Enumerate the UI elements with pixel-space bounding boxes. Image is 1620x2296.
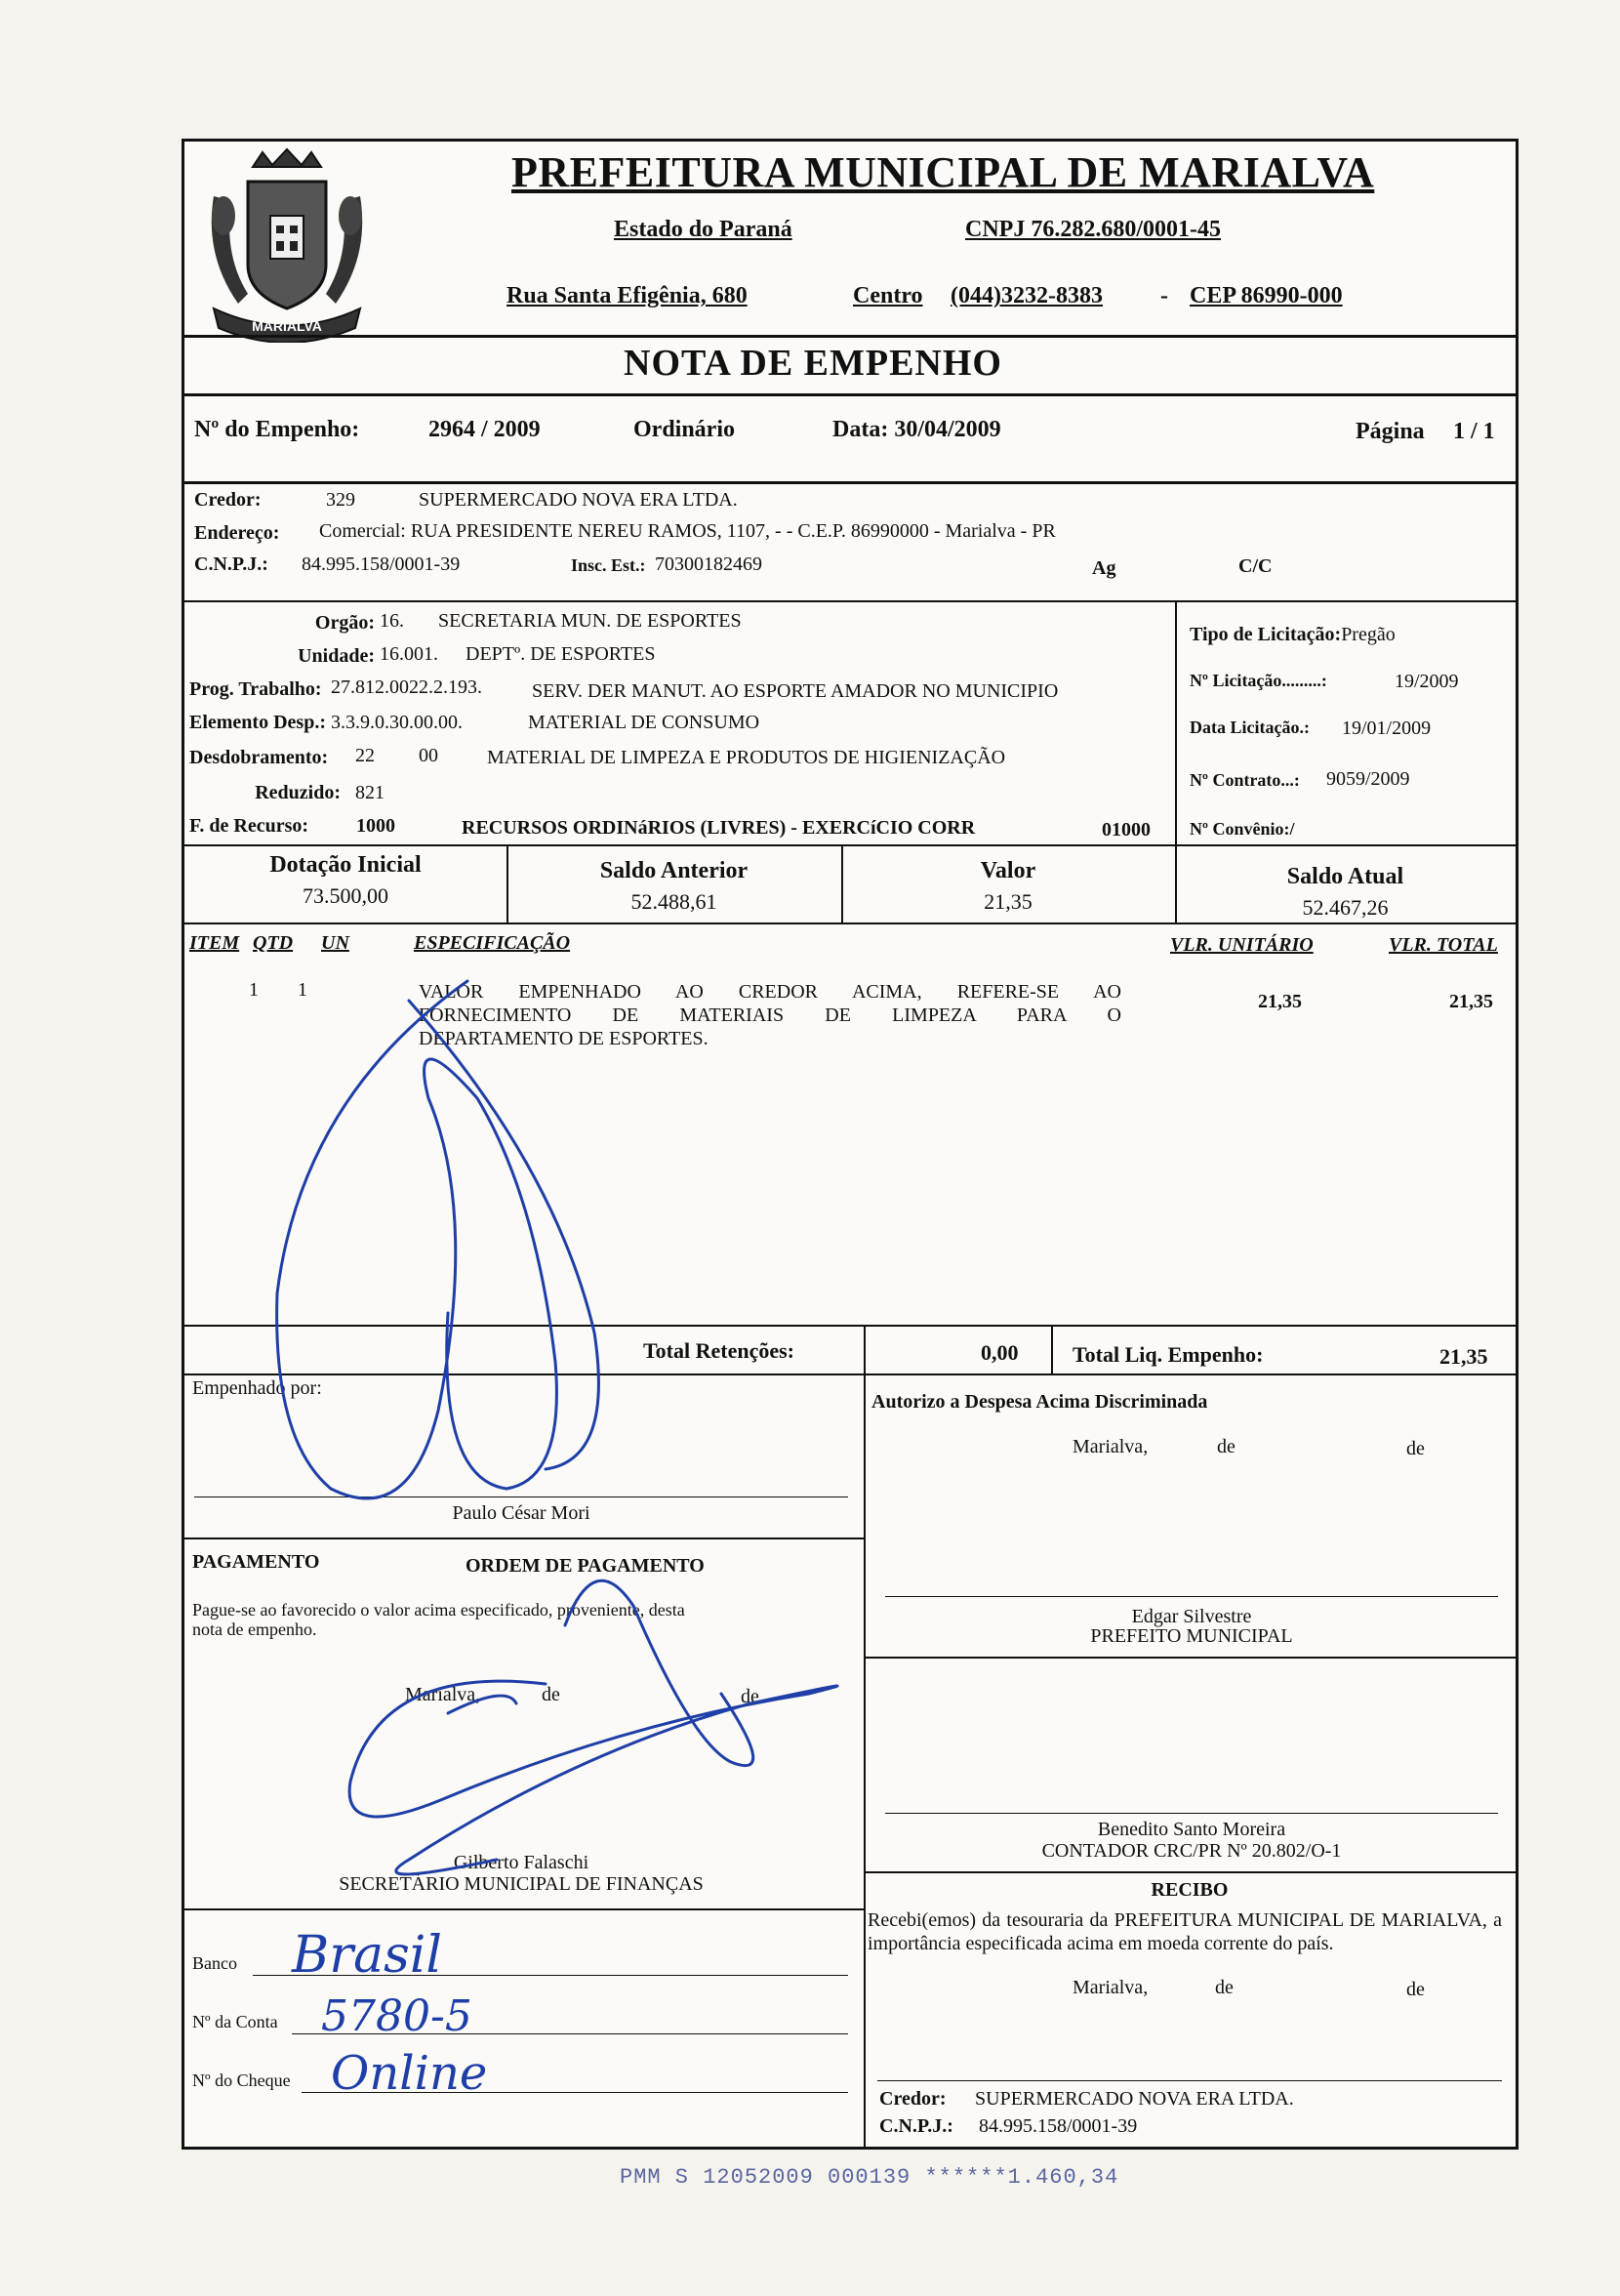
centro: Centro — [853, 283, 923, 308]
orgao-label: Orgão: — [314, 612, 375, 634]
elem-code: 3.3.9.0.30.00.00. — [331, 712, 463, 733]
prefeito-name: Edgar Silvestre — [1131, 1606, 1252, 1627]
insc-label: Insc. Est.: — [571, 555, 646, 575]
credor-code: 329 — [326, 489, 355, 511]
pagamento-label: PAGAMENTO — [192, 1551, 320, 1573]
pagamento-text2: nota de empenho. — [192, 1620, 317, 1639]
contador-title: CONTADOR CRC/PR Nº 20.802/O-1 — [1041, 1840, 1342, 1862]
pagamento-text1: Pague-se ao favorecido o valor acima especificado, proveniente, desta — [192, 1600, 685, 1620]
rec-code: 1000 — [356, 815, 395, 837]
secretario-name: Gilberto Falaschi — [453, 1852, 589, 1873]
data-licitacao-label: Data Licitação.: — [1190, 718, 1310, 737]
credor-name: SUPERMERCADO NOVA ERA LTDA. — [419, 489, 738, 511]
cep: CEP 86990-000 — [1190, 283, 1343, 308]
empenho-label: Nº do Empenho: — [194, 417, 360, 442]
desd-code1: 22 — [355, 745, 375, 766]
autorizo-label: Autorizo a Despesa Acima Discriminada — [871, 1391, 1208, 1413]
credor-label: Credor: — [194, 489, 262, 511]
autorizo-de1: de — [1217, 1436, 1235, 1457]
item-unit: 21,35 — [1258, 991, 1302, 1012]
recibo-de1: de — [1215, 1977, 1234, 1998]
ret-label: Total Retenções: — [643, 1338, 794, 1363]
pagina-label: Página — [1356, 419, 1425, 444]
cheque-handwritten: Online — [331, 2046, 488, 2101]
prog: SERV. DER MANUT. AO ESPORTE AMADOR NO MUNICIPIO — [532, 680, 1059, 702]
fone: (044)3232-8383 — [951, 283, 1103, 308]
prog-label: Prog. Trabalho: — [189, 678, 322, 700]
elem-label: Elemento Desp.: — [189, 712, 326, 733]
prog-code: 27.812.0022.2.193. — [331, 676, 482, 698]
sep: - — [1160, 283, 1168, 308]
convenio: Nº Convênio:/ — [1190, 819, 1295, 839]
pagamento-de2: de — [741, 1686, 759, 1707]
cnpj-credor: 84.995.158/0001-39 — [302, 554, 461, 575]
empenhado-label: Empenhado por: — [192, 1377, 322, 1399]
unidade-label: Unidade: — [298, 645, 375, 667]
ordem-pagamento: ORDEM DE PAGAMENTO — [466, 1555, 705, 1577]
liq-label: Total Liq. Empenho: — [1073, 1342, 1264, 1367]
rec-num: 01000 — [1102, 819, 1151, 840]
recibo-de2: de — [1406, 1979, 1425, 2000]
ag-label: Ag — [1092, 557, 1116, 579]
recibo-city: Marialva, — [1073, 1977, 1149, 1998]
data-licitacao: 19/01/2009 — [1342, 718, 1432, 739]
municipal-crest-icon — [194, 147, 380, 343]
atual-label: Saldo Atual — [1286, 864, 1404, 889]
num-licitacao-label: Nº Licitação.........: — [1190, 671, 1327, 690]
dotacao-label: Dotação Inicial — [269, 852, 422, 878]
col-item: ITEM — [189, 932, 240, 954]
dotacao-value: 73.500,00 — [303, 883, 388, 908]
prefeito-title: PREFEITO MUNICIPAL — [1090, 1625, 1293, 1647]
recibo-credor-label: Credor: — [879, 2088, 947, 2110]
red-label: Reduzido: — [255, 782, 341, 803]
prefeitura-title: PREFEITURA MUNICIPAL DE MARIALVA — [511, 148, 1375, 196]
doc-title: NOTA DE EMPENHO — [624, 343, 1002, 384]
item-desc-1: VALOR EMPENHADO AO CREDOR ACIMA, REFERE-SE AO — [419, 981, 1121, 1003]
item-total: 21,35 — [1449, 991, 1493, 1012]
desd: MATERIAL DE LIMPEZA E PRODUTOS DE HIGIENIZAÇÃO — [487, 747, 1006, 768]
contrato: 9059/2009 — [1326, 768, 1410, 790]
ret-value: 0,00 — [981, 1340, 1019, 1365]
banco-handwritten: Brasil — [292, 1926, 443, 1985]
conta-label: Nº da Conta — [192, 2012, 278, 2031]
rua: Rua Santa Efigênia, 680 — [506, 283, 748, 308]
recibo-label: RECIBO — [1151, 1879, 1229, 1901]
col-qtd: QTD — [253, 932, 294, 954]
rec: RECURSOS ORDINáRIOS (LIVRES) - EXERCíCIO CORR — [462, 817, 976, 839]
insc: 70300182469 — [655, 554, 762, 575]
item-desc-2: FORNECIMENTO DE MATERIAIS DE LIMPEZA PARA O — [419, 1004, 1121, 1026]
pagina: 1 / 1 — [1453, 419, 1495, 444]
banco-label: Banco — [192, 1953, 237, 1973]
desd-label: Desdobramento: — [189, 747, 329, 768]
autorizo-de2: de — [1406, 1438, 1425, 1459]
item-number: 1 — [249, 979, 259, 1001]
empenhado-name: Paulo César Mori — [452, 1502, 590, 1524]
pagamento-city: Marialva, — [405, 1684, 481, 1705]
conta-handwritten: 5780-5 — [321, 1991, 472, 2041]
col-total: VLR. TOTAL — [1389, 934, 1498, 956]
empenho-number: 2964 / 2009 — [428, 417, 541, 442]
col-un: UN — [321, 932, 349, 954]
footer-stamp: PMM S 12052009 000139 ******1.460,34 — [620, 2165, 1119, 2190]
cnpj-label: C.N.P.J.: — [194, 554, 268, 575]
endereco: Comercial: RUA PRESIDENTE NEREU RAMOS, 1107, - - C.E.P. 86990000 - Marialva - PR — [319, 520, 1056, 542]
unidade: DEPTº. DE ESPORTES — [466, 643, 656, 665]
tipo-licitacao: Tipo de Licitação:Pregão — [1190, 624, 1396, 645]
item-desc-3: DEPARTAMENTO DE ESPORTES. — [419, 1028, 709, 1049]
cc-label: C/C — [1238, 555, 1273, 577]
item-qtd: 1 — [298, 979, 307, 1001]
empenho-form — [182, 139, 1519, 2150]
endereco-label: Endereço: — [194, 522, 280, 544]
empenho-tipo: Ordinário — [633, 417, 736, 442]
recibo-cnpj-label: C.N.P.J.: — [879, 2115, 953, 2137]
rec-label: F. de Recurso: — [189, 815, 309, 837]
secretario-title: SECRETÁRIO MUNICIPAL DE FINANÇAS — [339, 1873, 704, 1895]
anterior-value: 52.488,61 — [630, 889, 717, 914]
recibo-cnpj: 84.995.158/0001-39 — [979, 2115, 1138, 2137]
num-licitacao: 19/2009 — [1395, 671, 1459, 692]
valor-label: Valor — [980, 858, 1036, 883]
col-espec: ESPECIFICAÇÃO — [414, 932, 571, 954]
autorizo-city: Marialva, — [1073, 1436, 1149, 1457]
valor-value: 21,35 — [984, 889, 1033, 914]
liq-value: 21,35 — [1439, 1344, 1488, 1369]
svg-text:MARIALVA: MARIALVA — [252, 318, 322, 334]
desd-code2: 00 — [419, 745, 438, 766]
anterior-label: Saldo Anterior — [599, 858, 749, 883]
unidade-code: 16.001. — [380, 643, 438, 665]
orgao-code: 16. — [380, 610, 404, 632]
cnpj-prefeitura: CNPJ 76.282.680/0001-45 — [965, 217, 1221, 242]
estado: Estado do Paraná — [614, 217, 792, 242]
cheque-label: Nº do Cheque — [192, 2070, 291, 2090]
pagamento-de1: de — [542, 1684, 560, 1705]
elem: MATERIAL DE CONSUMO — [528, 712, 760, 733]
atual-value: 52.467,26 — [1302, 895, 1389, 920]
orgao: SECRETARIA MUN. DE ESPORTES — [438, 610, 742, 632]
contador-name: Benedito Santo Moreira — [1097, 1819, 1286, 1840]
recibo-credor: SUPERMERCADO NOVA ERA LTDA. — [975, 2088, 1294, 2110]
col-unit: VLR. UNITÁRIO — [1170, 934, 1314, 956]
red-code: 821 — [355, 782, 385, 803]
contrato-label: Nº Contrato...: — [1190, 770, 1300, 790]
empenho-data: Data: 30/04/2009 — [832, 417, 1001, 442]
recibo-text: Recebi(emos) da tesouraria da PREFEITURA MUNICIPAL DE MARIALVA, a importância especificada acima em moeda corrente do país. — [868, 1909, 1502, 1954]
